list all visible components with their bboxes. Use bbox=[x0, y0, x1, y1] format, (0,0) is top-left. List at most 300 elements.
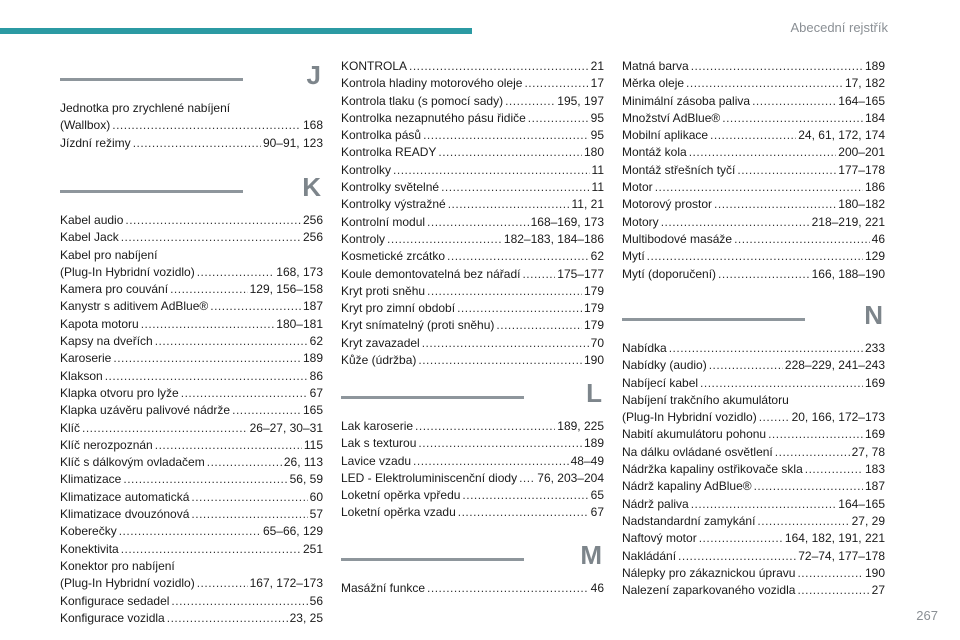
index-entry bbox=[622, 75, 885, 92]
leader-dots bbox=[415, 418, 555, 435]
leader-dots bbox=[689, 144, 837, 161]
entry-pages: 182–183, 184–186 bbox=[503, 231, 604, 246]
index-entry bbox=[341, 248, 604, 265]
index-entry bbox=[60, 333, 323, 350]
index-entry bbox=[60, 558, 323, 575]
entry-pages: 189, 225 bbox=[557, 419, 604, 433]
page-number: 267 bbox=[916, 608, 938, 623]
entry-term: Nabíjení trakčního akumulátoru bbox=[622, 392, 789, 407]
entry-pages: 56, 59 bbox=[289, 472, 323, 487]
index-entry bbox=[60, 117, 323, 134]
entry-pages: 256 bbox=[302, 213, 323, 227]
entry-pages: 46 bbox=[590, 581, 604, 595]
entry-term: Kryt proti sněhu bbox=[341, 283, 426, 298]
section-entries bbox=[341, 580, 604, 597]
entry-pages: 20, 166, 172–173 bbox=[791, 410, 885, 425]
entry-term: Klapka otvoru pro lyže bbox=[60, 385, 179, 400]
index-entry bbox=[60, 575, 323, 592]
entry-term: Kontrolky výstražné bbox=[341, 197, 446, 212]
entry-pages: 26, 113 bbox=[283, 455, 323, 470]
entry-term: Lak karoserie bbox=[341, 419, 414, 433]
entry-term: Kabel Jack bbox=[60, 230, 119, 245]
entry-pages: 11 bbox=[591, 180, 604, 195]
entry-pages: 57 bbox=[309, 507, 323, 522]
index-entry bbox=[622, 214, 885, 231]
index-entry bbox=[60, 281, 323, 298]
index-entry bbox=[622, 582, 885, 599]
entry-pages: 168–169, 173 bbox=[530, 214, 604, 229]
index-entry bbox=[622, 496, 885, 513]
section-header bbox=[60, 60, 323, 94]
entry-term: Kabel audio bbox=[60, 213, 124, 227]
leader-dots bbox=[447, 248, 589, 265]
leader-dots bbox=[427, 283, 582, 300]
entry-term: Klimatizace bbox=[60, 472, 122, 487]
entry-term: Lavice vzadu bbox=[341, 453, 412, 468]
leader-dots bbox=[737, 162, 836, 179]
entry-term: Měrka oleje bbox=[622, 76, 685, 91]
entry-pages: 90–91, 123 bbox=[262, 135, 323, 150]
entry-term: Loketní opěrka vzadu bbox=[341, 505, 456, 520]
index-entry bbox=[622, 444, 885, 461]
leader-dots bbox=[197, 575, 248, 592]
entry-pages: 183 bbox=[864, 462, 885, 477]
entry-pages: 27 bbox=[871, 583, 885, 598]
entry-pages: 179 bbox=[583, 318, 604, 333]
leader-dots bbox=[121, 541, 301, 558]
entry-term: (Plug-In Hybridní vozidlo) bbox=[60, 576, 195, 591]
index-entry bbox=[60, 437, 323, 454]
entry-pages: 65–66, 129 bbox=[262, 524, 323, 539]
entry-term: Kryt snímatelný (proti sněhu) bbox=[341, 318, 495, 333]
entry-term: Motorový prostor bbox=[622, 197, 713, 212]
index-entry bbox=[341, 231, 604, 248]
entry-pages: 56 bbox=[309, 593, 323, 608]
index-entry bbox=[341, 335, 604, 352]
index-entry bbox=[622, 58, 885, 75]
leader-dots bbox=[710, 127, 796, 144]
entry-term: Mytí bbox=[622, 249, 645, 264]
entry-pages: 11 bbox=[591, 162, 604, 177]
index-entry bbox=[622, 375, 885, 392]
entry-term: Nalezení zaparkovaného vozidla bbox=[622, 583, 796, 598]
entry-term: Kontrolka pásů bbox=[341, 128, 422, 143]
index-entry bbox=[622, 530, 885, 547]
entry-pages: 189 bbox=[583, 436, 604, 451]
index-entry bbox=[341, 127, 604, 144]
entry-pages: 165 bbox=[302, 403, 323, 418]
index-entry bbox=[341, 453, 604, 470]
index-entry bbox=[60, 420, 323, 437]
index-entry bbox=[341, 283, 604, 300]
entry-term: Kanystr s aditivem AdBlue® bbox=[60, 299, 209, 314]
index-entry bbox=[60, 523, 323, 540]
leader-dots bbox=[141, 316, 275, 333]
entry-pages: 24, 61, 172, 174 bbox=[798, 128, 885, 143]
entry-pages: 76, 203–204 bbox=[537, 470, 604, 485]
leader-dots bbox=[133, 135, 261, 152]
section-header bbox=[622, 300, 885, 334]
leader-dots bbox=[759, 409, 790, 426]
entry-pages: 166, 188–190 bbox=[811, 266, 885, 281]
entry-term: Kabel pro nabíjení bbox=[60, 247, 158, 262]
entry-term: Kryt zavazadel bbox=[341, 335, 420, 350]
entry-term: Klimatizace automatická bbox=[60, 489, 190, 504]
entry-term: Nálepky pro zákaznickou úpravu bbox=[622, 565, 796, 580]
leader-dots bbox=[181, 385, 308, 402]
leader-dots bbox=[155, 437, 302, 454]
index-entry bbox=[341, 418, 604, 435]
section-entries bbox=[622, 340, 885, 599]
section-entries bbox=[60, 100, 323, 152]
entry-term: Motory bbox=[622, 214, 659, 229]
index-entry bbox=[341, 196, 604, 213]
index-entry bbox=[341, 487, 604, 504]
leader-dots bbox=[113, 350, 301, 367]
index-entry bbox=[622, 162, 885, 179]
entry-pages: 26–27, 30–31 bbox=[249, 420, 323, 435]
entry-pages: 86 bbox=[309, 368, 323, 383]
leader-dots bbox=[82, 420, 248, 437]
index-entry bbox=[341, 580, 604, 597]
entry-pages: 180–181 bbox=[276, 316, 323, 331]
section-divider-line bbox=[622, 318, 805, 321]
leader-dots bbox=[669, 340, 863, 357]
entry-pages: 175–177 bbox=[557, 266, 604, 281]
leader-dots bbox=[197, 264, 275, 281]
entry-term: Kamera pro couvání bbox=[60, 282, 169, 297]
entry-term: Naftový motor bbox=[622, 531, 697, 546]
index-entry bbox=[60, 264, 323, 281]
entry-term: Koule demontovatelná bez nářadí bbox=[341, 266, 521, 281]
index-entry bbox=[60, 593, 323, 610]
entry-pages: 179 bbox=[583, 283, 604, 298]
section-divider-line bbox=[60, 78, 243, 81]
entry-term: Minimální zásoba paliva bbox=[622, 93, 751, 108]
leader-dots bbox=[167, 610, 288, 627]
entry-term: Kontrola tlaku (s pomocí sady) bbox=[341, 93, 504, 108]
entry-pages: 164, 182, 191, 221 bbox=[784, 531, 885, 546]
entry-pages: 23, 25 bbox=[289, 610, 323, 625]
index-entry bbox=[622, 478, 885, 495]
leader-dots bbox=[752, 93, 836, 110]
leader-dots bbox=[797, 582, 869, 599]
leader-dots bbox=[700, 375, 863, 392]
entry-term: Kontrola hladiny motorového oleje bbox=[341, 76, 523, 91]
entry-pages: 187 bbox=[864, 479, 885, 494]
entry-term: Mobilní aplikace bbox=[622, 128, 709, 143]
leader-dots bbox=[441, 179, 589, 196]
section-divider-line bbox=[60, 190, 243, 193]
entry-pages: 195, 197 bbox=[557, 93, 604, 108]
entry-pages: 62 bbox=[590, 249, 604, 264]
index-section-m bbox=[341, 540, 604, 597]
entry-pages: 129, 156–158 bbox=[249, 282, 323, 297]
index-entry bbox=[60, 212, 323, 229]
index-entry bbox=[622, 357, 885, 374]
index-entry bbox=[60, 402, 323, 419]
entry-term: Kůže (údržba) bbox=[341, 353, 417, 368]
entry-term: Kontroly bbox=[341, 231, 386, 246]
leader-dots bbox=[427, 214, 529, 231]
leader-dots bbox=[191, 489, 307, 506]
header-accent-bar bbox=[0, 28, 472, 34]
leader-dots bbox=[655, 179, 863, 196]
index-entry bbox=[622, 513, 885, 530]
entry-term: Nabídky (audio) bbox=[622, 358, 707, 373]
index-entry bbox=[622, 340, 885, 357]
entry-term: Lak s texturou bbox=[341, 436, 417, 451]
leader-dots bbox=[722, 110, 863, 127]
index-entry bbox=[60, 229, 323, 246]
leader-dots bbox=[519, 470, 535, 487]
section-entries bbox=[341, 418, 604, 522]
entry-pages: 256 bbox=[302, 230, 323, 245]
entry-term: Montáž střešních tyčí bbox=[622, 162, 736, 177]
index-entry bbox=[341, 352, 604, 369]
leader-dots bbox=[207, 454, 282, 471]
index-entry bbox=[60, 368, 323, 385]
section-entries bbox=[341, 58, 604, 369]
entry-term: Množství AdBlue® bbox=[622, 110, 721, 125]
leader-dots bbox=[522, 266, 555, 283]
leader-dots bbox=[734, 231, 870, 248]
entry-pages: 11, 21 bbox=[571, 197, 604, 212]
index-entry bbox=[341, 144, 604, 161]
index-entry bbox=[622, 93, 885, 110]
index-entry bbox=[60, 541, 323, 558]
index-entry bbox=[60, 298, 323, 315]
index-entry bbox=[341, 58, 604, 75]
leader-dots bbox=[661, 214, 810, 231]
entry-term: Konektor pro nabíjení bbox=[60, 558, 175, 573]
entry-term: Masážní funkce bbox=[341, 581, 426, 595]
leader-dots bbox=[757, 513, 849, 530]
entry-term: Kontrolky světelné bbox=[341, 180, 440, 195]
index-entry bbox=[60, 316, 323, 333]
entry-term: Motor bbox=[622, 180, 653, 195]
entry-pages: 164–165 bbox=[838, 496, 885, 511]
leader-dots bbox=[462, 487, 588, 504]
index-entry bbox=[622, 179, 885, 196]
index-section-k bbox=[60, 172, 323, 627]
leader-dots bbox=[524, 75, 588, 92]
leader-dots bbox=[387, 231, 502, 248]
entry-pages: 48–49 bbox=[570, 453, 604, 468]
entry-term: Nabíjecí kabel bbox=[622, 375, 699, 390]
leader-dots bbox=[418, 352, 582, 369]
entry-term: Kapsy na dveřích bbox=[60, 334, 153, 349]
leader-dots bbox=[170, 281, 248, 298]
index-entry bbox=[341, 110, 604, 127]
index-section-n bbox=[622, 300, 885, 599]
leader-dots bbox=[409, 58, 589, 75]
section-letter: K bbox=[302, 172, 321, 202]
leader-dots bbox=[210, 298, 301, 315]
leader-dots bbox=[805, 461, 863, 478]
index-entry bbox=[622, 144, 885, 161]
entry-pages: 17, 182 bbox=[844, 76, 885, 91]
leader-dots bbox=[797, 565, 863, 582]
entry-pages: 189 bbox=[864, 59, 885, 73]
leader-dots bbox=[418, 435, 582, 452]
entry-pages: 184 bbox=[864, 110, 885, 125]
index-entry bbox=[341, 300, 604, 317]
entry-term: Kosmetické zrcátko bbox=[341, 249, 446, 264]
entry-term: Montáž kola bbox=[622, 145, 687, 160]
section-entries bbox=[60, 212, 323, 627]
entry-term: Konfigurace sedadel bbox=[60, 593, 170, 608]
leader-dots bbox=[457, 300, 582, 317]
entry-pages: 67 bbox=[309, 385, 323, 400]
section-letter: J bbox=[306, 60, 321, 90]
leader-dots bbox=[119, 523, 261, 540]
entry-pages: 169 bbox=[864, 427, 885, 442]
index-entry bbox=[60, 385, 323, 402]
section-header bbox=[60, 172, 323, 206]
index-entry bbox=[622, 548, 885, 565]
entry-term: KONTROLA bbox=[341, 59, 408, 73]
leader-dots bbox=[691, 58, 863, 75]
entry-term: Na dálku ovládané osvětlení bbox=[622, 444, 773, 459]
leader-dots bbox=[413, 453, 569, 470]
section-letter: N bbox=[864, 300, 883, 330]
entry-term: Koberečky bbox=[60, 524, 117, 539]
entry-pages: 21 bbox=[590, 59, 604, 73]
page-header-title: Abecední rejstřík bbox=[790, 20, 888, 35]
leader-dots bbox=[714, 196, 836, 213]
leader-dots bbox=[121, 229, 301, 246]
entry-term: Klimatizace dvouzónová bbox=[60, 507, 190, 522]
entry-pages: 190 bbox=[864, 565, 885, 580]
entry-term: Matná barva bbox=[622, 59, 689, 73]
leader-dots bbox=[448, 196, 570, 213]
index-entry bbox=[341, 266, 604, 283]
leader-dots bbox=[775, 444, 850, 461]
leader-dots bbox=[458, 504, 589, 521]
index-entry bbox=[622, 196, 885, 213]
leader-dots bbox=[496, 317, 582, 334]
index-entry bbox=[622, 231, 885, 248]
entry-pages: 72–74, 177–178 bbox=[798, 548, 885, 563]
index-entry bbox=[60, 471, 323, 488]
entry-pages: 46 bbox=[871, 231, 885, 246]
entry-term: Nadstandardní zamykání bbox=[622, 513, 756, 528]
entry-term: Kryt pro zimní období bbox=[341, 301, 456, 316]
entry-pages: 115 bbox=[303, 437, 323, 452]
entry-term: Kontrolky bbox=[341, 162, 392, 177]
index-entry bbox=[60, 610, 323, 627]
entry-pages: 187 bbox=[302, 299, 323, 314]
entry-pages: 168, 173 bbox=[276, 264, 323, 279]
leader-dots bbox=[422, 335, 589, 352]
entry-term: Nádržka kapaliny ostřikovače skla bbox=[622, 462, 803, 477]
entry-pages: 169 bbox=[864, 375, 885, 390]
entry-pages: 190 bbox=[583, 353, 604, 368]
entry-pages: 95 bbox=[590, 110, 604, 125]
index-section-j bbox=[60, 60, 323, 152]
entry-pages: 180–182 bbox=[838, 197, 885, 212]
entry-pages: 70 bbox=[590, 335, 604, 350]
leader-dots bbox=[709, 357, 783, 374]
index-entry bbox=[622, 392, 885, 409]
entry-pages: 17 bbox=[590, 76, 604, 91]
entry-pages: 251 bbox=[302, 541, 323, 556]
entry-pages: 129 bbox=[864, 249, 885, 264]
entry-term: Mytí (doporučení) bbox=[622, 266, 717, 281]
index-entry bbox=[622, 127, 885, 144]
leader-dots bbox=[686, 75, 843, 92]
index-entry bbox=[60, 100, 323, 117]
entry-term: Nabití akumulátoru pohonu bbox=[622, 427, 767, 442]
section-entries bbox=[622, 58, 885, 283]
entry-pages: 168 bbox=[302, 118, 323, 133]
leader-dots bbox=[191, 506, 307, 523]
entry-pages: 95 bbox=[590, 128, 604, 143]
entry-pages: 200–201 bbox=[838, 145, 885, 160]
leader-dots bbox=[678, 548, 796, 565]
index-entry bbox=[60, 135, 323, 152]
index-entry bbox=[341, 93, 604, 110]
leader-dots bbox=[505, 93, 555, 110]
entry-term: Nakládání bbox=[622, 548, 677, 563]
section-divider-line bbox=[341, 558, 524, 561]
entry-pages: 186 bbox=[864, 180, 885, 195]
entry-term: Klíč nerozpoznán bbox=[60, 437, 153, 452]
entry-pages: 164–165 bbox=[838, 93, 885, 108]
index-section-continued bbox=[341, 58, 604, 369]
entry-pages: 27, 29 bbox=[851, 513, 885, 528]
index-section-continued bbox=[622, 58, 885, 283]
entry-pages: 67 bbox=[590, 505, 604, 520]
entry-term: Kontrolka READY bbox=[341, 145, 437, 160]
leader-dots bbox=[123, 471, 287, 488]
section-letter: M bbox=[580, 540, 602, 570]
entry-pages: 60 bbox=[309, 489, 323, 504]
index-entry bbox=[622, 565, 885, 582]
index-entry bbox=[622, 110, 885, 127]
leader-dots bbox=[528, 110, 589, 127]
entry-pages: 179 bbox=[583, 301, 604, 316]
entry-pages: 189 bbox=[302, 351, 323, 366]
entry-term: Jednotka pro zrychlené nabíjení bbox=[60, 101, 231, 115]
leader-dots bbox=[691, 496, 837, 513]
leader-dots bbox=[155, 333, 308, 350]
entry-term: Nádrž paliva bbox=[622, 496, 689, 511]
section-letter: L bbox=[586, 378, 602, 408]
index-entry bbox=[341, 470, 604, 487]
entry-term: (Wallbox) bbox=[60, 118, 111, 133]
index-entry bbox=[60, 350, 323, 367]
entry-term: Nádrž kapaliny AdBlue® bbox=[622, 479, 752, 494]
leader-dots bbox=[754, 478, 863, 495]
leader-dots bbox=[171, 593, 307, 610]
leader-dots bbox=[427, 580, 589, 597]
entry-term: (Plug-In Hybridní vozidlo) bbox=[60, 264, 195, 279]
entry-term: Konektivita bbox=[60, 541, 119, 556]
section-divider-line bbox=[341, 396, 524, 399]
index-entry bbox=[622, 248, 885, 265]
index-entry bbox=[622, 426, 885, 443]
entry-pages: 218–219, 221 bbox=[811, 214, 885, 229]
entry-pages: 177–178 bbox=[838, 162, 885, 177]
entry-term: Klapka uzávěru palivové nádrže bbox=[60, 403, 231, 418]
index-entry bbox=[341, 317, 604, 334]
index-entry bbox=[60, 247, 323, 264]
index-entry bbox=[341, 435, 604, 452]
entry-pages: 167, 172–173 bbox=[249, 576, 323, 591]
index-entry bbox=[622, 409, 885, 426]
